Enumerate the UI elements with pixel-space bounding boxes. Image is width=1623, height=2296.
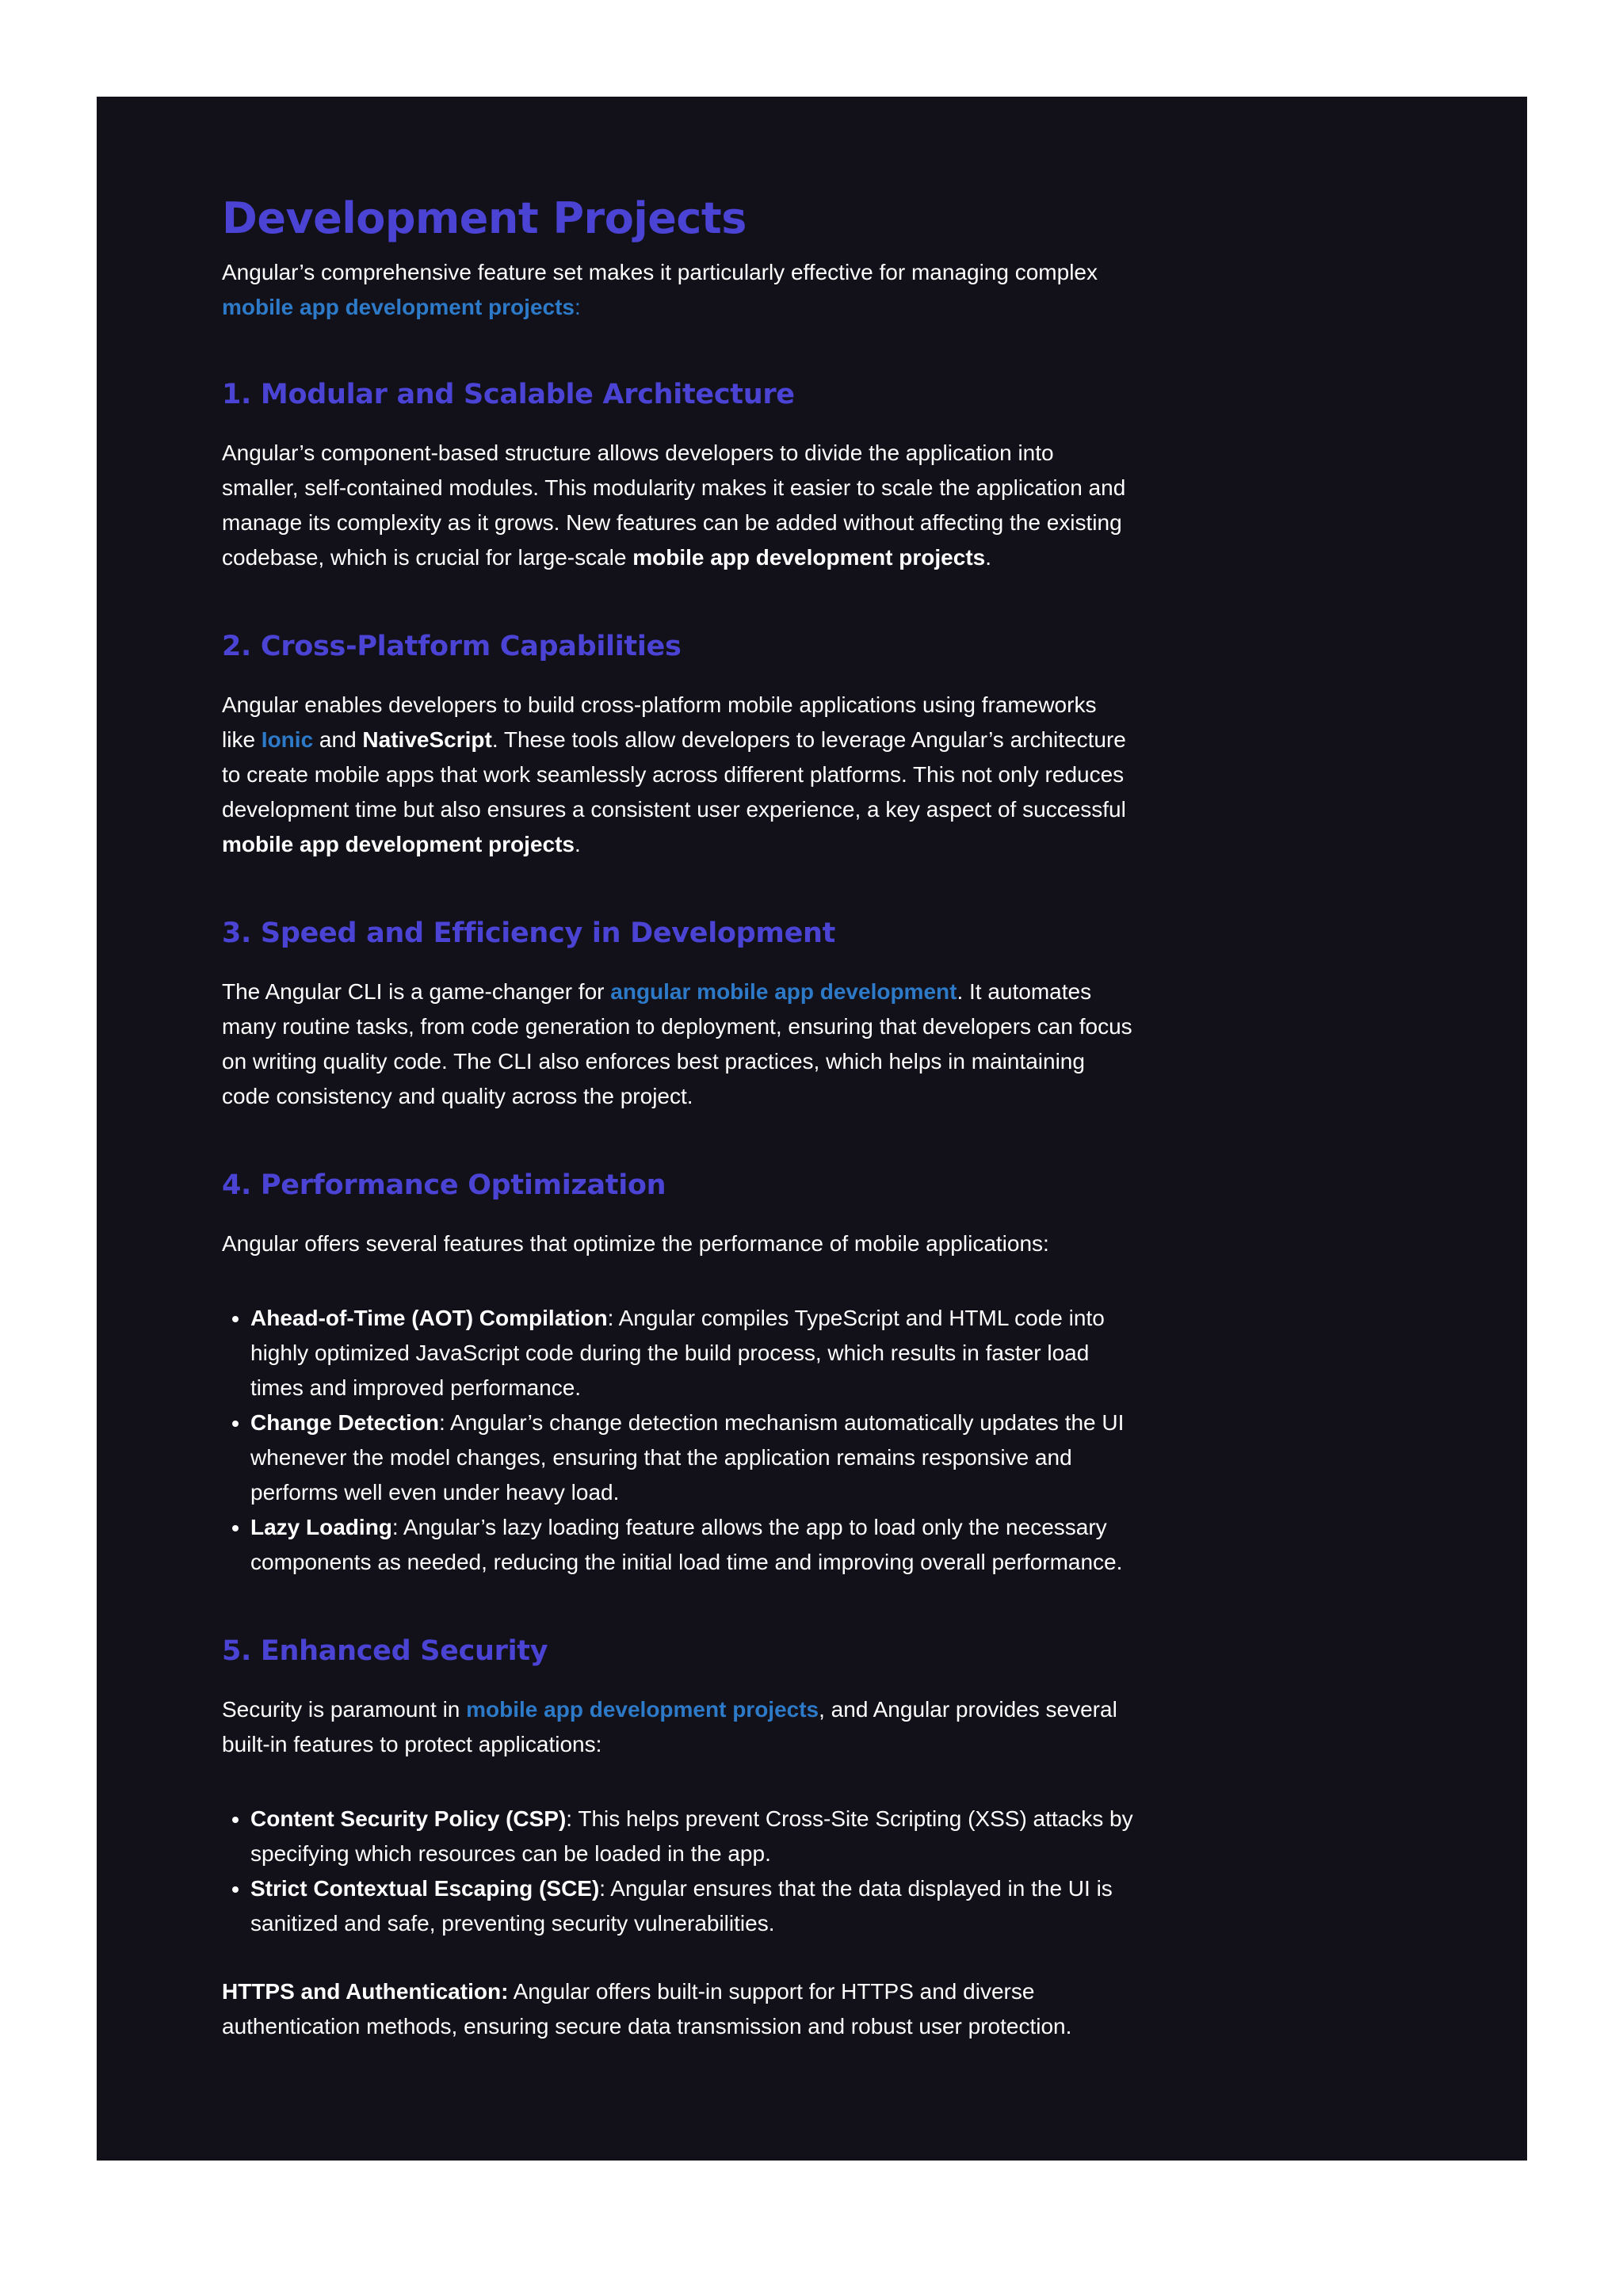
- section-paragraph-performance: Angular offers several features that optimize the performance of mobile applications:: [222, 1231, 1049, 1256]
- section-heading-speed: 3. Speed and Efficiency in Development: [222, 917, 836, 949]
- security-text-2: , and Angular provides several built-in features to protect applications:: [222, 1697, 1117, 1756]
- intro-text: Angular’s comprehensive feature set makes it particularly effective for managing complex: [222, 260, 1098, 284]
- intro-tail: :: [574, 295, 581, 319]
- list-item: [250, 1405, 1133, 1510]
- intro-link[interactable]: mobile app development projects: [222, 295, 575, 319]
- list-item-text: : Angular’s change detection mechanism automatically updates the UI whenever the model changes, ensuring that the application remains responsive and performs well even under heavy load.: [250, 1410, 1125, 1505]
- list-item: [250, 1510, 1133, 1580]
- list-item-bold: Ahead-of-Time (AOT) Compilation: [250, 1306, 608, 1330]
- list-item: [250, 1802, 1133, 1871]
- list-item: [250, 1301, 1133, 1405]
- modular-tail: .: [985, 545, 991, 570]
- list-item-text: : Angular’s lazy loading feature allows the app to load only the necessary components as needed, reducing the initial load time and improving overall performance.: [250, 1515, 1123, 1574]
- angular-mobile-link[interactable]: angular mobile app development: [610, 979, 957, 1004]
- security-list: [222, 1802, 1133, 1941]
- https-bold: HTTPS and Authentication:: [222, 1979, 509, 2004]
- article-panel: [97, 97, 1527, 2161]
- performance-list: [222, 1301, 1133, 1580]
- modular-bold: mobile app development projects: [632, 545, 986, 570]
- article-content: [222, 190, 1133, 2044]
- section-paragraph-modular: [222, 436, 1133, 575]
- cross-platform-text-1: Angular enables developers to build cross-platform mobile applications using frameworks like: [222, 692, 1097, 752]
- cross-platform-bold: mobile app development projects: [222, 832, 575, 856]
- section-heading-security: 5. Enhanced Security: [222, 1635, 548, 1667]
- list-item-text: : Angular ensures that the data displayed in the UI is sanitized and safe, preventing security vulnerabilities.: [250, 1876, 1113, 1936]
- cross-platform-and: and: [313, 727, 363, 752]
- security-link[interactable]: mobile app development projects: [466, 1697, 819, 1722]
- section-heading-performance: 4. Performance Optimization: [222, 1169, 666, 1201]
- cross-platform-tail: .: [574, 832, 581, 856]
- section-paragraph-cross-platform: [222, 688, 1133, 862]
- intro-paragraph: [222, 255, 1133, 325]
- cross-platform-text-2: . These tools allow developers to leverage Angular’s architecture to create mobile apps that work seamlessly across different platforms. This not only reduces development time but also ensures a consistent user experience, a key aspect of successful: [222, 727, 1126, 822]
- list-item-text: : Angular compiles TypeScript and HTML code into highly optimized JavaScript code during the build process, which results in faster load times and improved performance.: [250, 1306, 1105, 1400]
- security-text-1: Security is paramount in: [222, 1697, 467, 1722]
- list-item: [250, 1871, 1133, 1941]
- list-item-bold: Content Security Policy (CSP): [250, 1806, 567, 1831]
- section-paragraph-security: [222, 1692, 1133, 1762]
- modular-text: Angular’s component-based structure allows developers to divide the application into smaller, self-contained modules. This modularity makes it easier to scale the application and manage its complexity as it grows. New features can be added without affecting the existing codebase, which is crucial for large-scale: [222, 441, 1126, 570]
- section-paragraph-speed: [222, 974, 1133, 1114]
- nativescript-bold: NativeScript: [362, 727, 492, 752]
- speed-text-1: The Angular CLI is a game-changer for: [222, 979, 611, 1004]
- page-title: Development Projects: [222, 193, 747, 243]
- section-heading-modular: 1. Modular and Scalable Architecture: [222, 379, 795, 410]
- https-text: Angular offers built-in support for HTTPS and diverse authentication methods, ensuring secure data transmission and robust user protection.: [222, 1979, 1072, 2039]
- list-item-bold: Change Detection: [250, 1410, 440, 1435]
- speed-text-2: . It automates many routine tasks, from code generation to deployment, ensuring that developers can focus on writing quality code. The CLI also enforces best practices, which helps in maintaining code consistency and quality across the project.: [222, 979, 1132, 1108]
- section-heading-cross-platform: 2. Cross-Platform Capabilities: [222, 631, 682, 662]
- security-closing-paragraph: [222, 1974, 1133, 2044]
- ionic-link[interactable]: Ionic: [261, 727, 314, 752]
- list-item-text: : This helps prevent Cross-Site Scripting (XSS) attacks by specifying which resources can be loaded in the app.: [250, 1806, 1133, 1866]
- list-item-bold: Lazy Loading: [250, 1515, 392, 1539]
- list-item-bold: Strict Contextual Escaping (SCE): [250, 1876, 600, 1901]
